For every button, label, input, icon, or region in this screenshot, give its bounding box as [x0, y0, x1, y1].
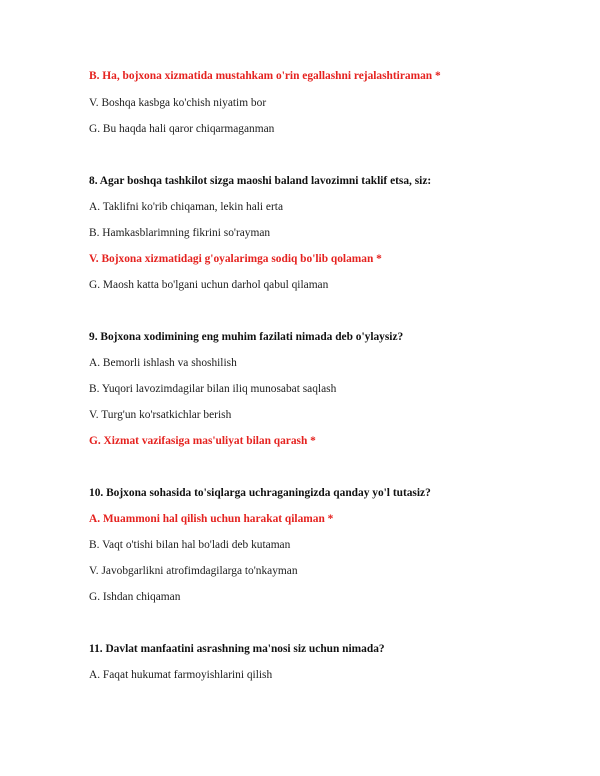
answer-option: B. Hamkasblarimning fikrini so'rayman [89, 227, 271, 239]
answer-option-correct: V. Bojxona xizmatidagi g'oyalarimga sodiq bo'lib qolaman * [89, 253, 382, 265]
answer-option: G. Maosh katta bo'lgani uchun darhol qabul qilaman [89, 279, 329, 291]
question-8-text: 8. Agar boshqa tashkilot sizga maoshi baland lavozimni taklif etsa, siz: [89, 175, 432, 187]
answer-option: G. Ishdan chiqaman [89, 591, 181, 603]
answer-option-correct: B. Ha, bojxona xizmatida mustahkam o'rin egallashni rejalashtiraman * [89, 70, 441, 82]
answer-option: V. Javobgarlikni atrofimdagilarga to'nkayman [89, 565, 298, 577]
question-11-text: 11. Davlat manfaatini asrashning ma'nosi siz uchun nimada? [89, 643, 385, 655]
question-9-text: 9. Bojxona xodimining eng muhim fazilati nimada deb o'ylaysiz? [89, 331, 404, 343]
answer-option: B. Vaqt o'tishi bilan hal bo'ladi deb kutaman [89, 539, 291, 551]
answer-option: A. Bemorli ishlash va shoshilish [89, 357, 237, 369]
answer-option: A. Taklifni ko'rib chiqaman, lekin hali erta [89, 201, 283, 213]
answer-option: V. Boshqa kasbga ko'chish niyatim bor [89, 97, 267, 109]
answer-option: B. Yuqori lavozimdagilar bilan iliq munosabat saqlash [89, 383, 337, 395]
answer-option: A. Faqat hukumat farmoyishlarini qilish [89, 669, 273, 681]
answer-option: V. Turg'un ko'rsatkichlar berish [89, 409, 232, 421]
answer-option: G. Bu haqda hali qaror chiqarmaganman [89, 123, 275, 135]
answer-option-correct: G. Xizmat vazifasiga mas'uliyat bilan qarash * [89, 435, 316, 447]
answer-option-correct: A. Muammoni hal qilish uchun harakat qilaman * [89, 513, 334, 525]
question-10-text: 10. Bojxona sohasida to'siqlarga uchraganingizda qanday yo'l tutasiz? [89, 487, 431, 499]
